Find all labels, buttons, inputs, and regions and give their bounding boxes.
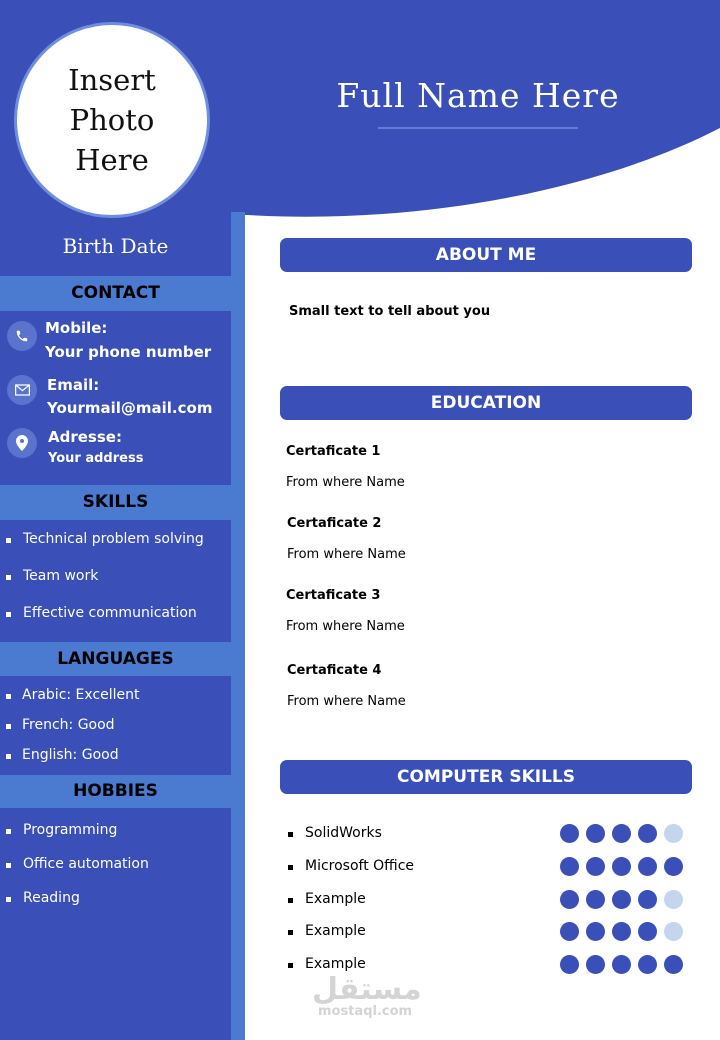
- level-dot-filled: [612, 890, 631, 909]
- hobby-item: Reading: [0, 890, 80, 906]
- photo-placeholder-text: Insert Photo Here: [68, 63, 156, 177]
- mobile-value: Your phone number: [45, 343, 212, 361]
- contact-heading: CONTACT: [0, 276, 231, 311]
- language-item: English: Good: [0, 747, 119, 763]
- mobile-label: Mobile:: [45, 319, 108, 337]
- level-dot-filled: [586, 824, 605, 843]
- address-value: Your address: [48, 451, 144, 466]
- level-dot-filled: [586, 922, 605, 941]
- computer-skill-name: Microsoft Office: [305, 858, 415, 874]
- computer-skill-row: [288, 858, 698, 880]
- certificate-source: From where Name: [287, 694, 406, 709]
- about-text: Small text to tell about you: [289, 304, 491, 319]
- level-dot-filled: [664, 955, 683, 974]
- certificate-title: Certaficate 1: [286, 444, 381, 459]
- level-dot-filled: [612, 955, 631, 974]
- hobby-item: Office automation: [0, 856, 149, 872]
- certificate-source: From where Name: [286, 475, 405, 490]
- address-label: Adresse:: [48, 428, 122, 446]
- level-dot-filled: [638, 922, 657, 941]
- skill-item: Technical problem solving: [0, 531, 204, 547]
- computer-skill-name: Example: [305, 923, 366, 939]
- level-dot-empty: [664, 824, 683, 843]
- computer-skill-name: SolidWorks: [305, 825, 382, 841]
- bullet-icon: [288, 832, 293, 837]
- computer-skill-name: Example: [305, 891, 366, 907]
- computer-skill-name: Example: [305, 956, 366, 972]
- education-heading: EDUCATION: [280, 386, 692, 420]
- level-dot-empty: [664, 890, 683, 909]
- hobbies-heading: HOBBIES: [0, 775, 231, 808]
- certificate-title: Certaficate 4: [287, 663, 382, 678]
- computer-skill-row: [288, 891, 698, 913]
- computer-skill-row: [288, 923, 698, 945]
- level-dot-filled: [612, 922, 631, 941]
- level-dot-filled: [638, 955, 657, 974]
- full-name: Full Name Here: [336, 76, 620, 115]
- level-dot-filled: [612, 857, 631, 876]
- level-dot-filled: [560, 890, 579, 909]
- sidebar-stripe: [231, 212, 245, 1040]
- location-pin-icon: [7, 428, 37, 458]
- level-dot-filled: [586, 890, 605, 909]
- language-item: French: Good: [0, 717, 115, 733]
- contact-email: [0, 373, 231, 423]
- bullet-icon: [288, 898, 293, 903]
- certificate-source: From where Name: [286, 619, 405, 634]
- level-dot-filled: [638, 824, 657, 843]
- skill-item: Effective communication: [0, 605, 197, 621]
- level-dot-empty: [664, 922, 683, 941]
- computer-skills-heading: COMPUTER SKILLS: [280, 760, 692, 794]
- profile-photo-placeholder[interactable]: [14, 22, 210, 218]
- email-label: Email:: [47, 376, 100, 394]
- bullet-icon: [288, 930, 293, 935]
- certificate-title: Certaficate 2: [287, 516, 382, 531]
- level-dot-filled: [560, 922, 579, 941]
- contact-mobile: [0, 318, 231, 368]
- level-dot-filled: [586, 857, 605, 876]
- level-dot-filled: [586, 955, 605, 974]
- birth-date: Birth Date: [62, 234, 169, 258]
- languages-heading: LANGUAGES: [0, 642, 231, 676]
- language-item: Arabic: Excellent: [0, 687, 140, 703]
- level-dot-filled: [560, 824, 579, 843]
- certificate-source: From where Name: [287, 547, 406, 562]
- name-underline: [378, 127, 578, 129]
- about-heading: ABOUT ME: [280, 238, 692, 272]
- contact-address: [0, 426, 231, 476]
- level-dot-filled: [560, 857, 579, 876]
- level-dot-filled: [612, 824, 631, 843]
- email-value: Yourmail@mail.com: [47, 399, 213, 417]
- level-dot-filled: [664, 857, 683, 876]
- skills-heading: SKILLS: [0, 485, 231, 520]
- bullet-icon: [288, 865, 293, 870]
- skill-item: Team work: [0, 568, 98, 584]
- certificate-title: Certaficate 3: [286, 588, 381, 603]
- watermark-logo-latin: mostaql.com: [318, 1004, 413, 1019]
- level-dot-filled: [638, 857, 657, 876]
- watermark-logo-arabic: مستقل: [312, 972, 422, 1007]
- hobby-item: Programming: [0, 822, 117, 838]
- level-dot-filled: [638, 890, 657, 909]
- phone-icon: [7, 321, 37, 351]
- level-dot-filled: [560, 955, 579, 974]
- bullet-icon: [288, 963, 293, 968]
- computer-skill-row: [288, 825, 698, 847]
- envelope-icon: [7, 375, 37, 405]
